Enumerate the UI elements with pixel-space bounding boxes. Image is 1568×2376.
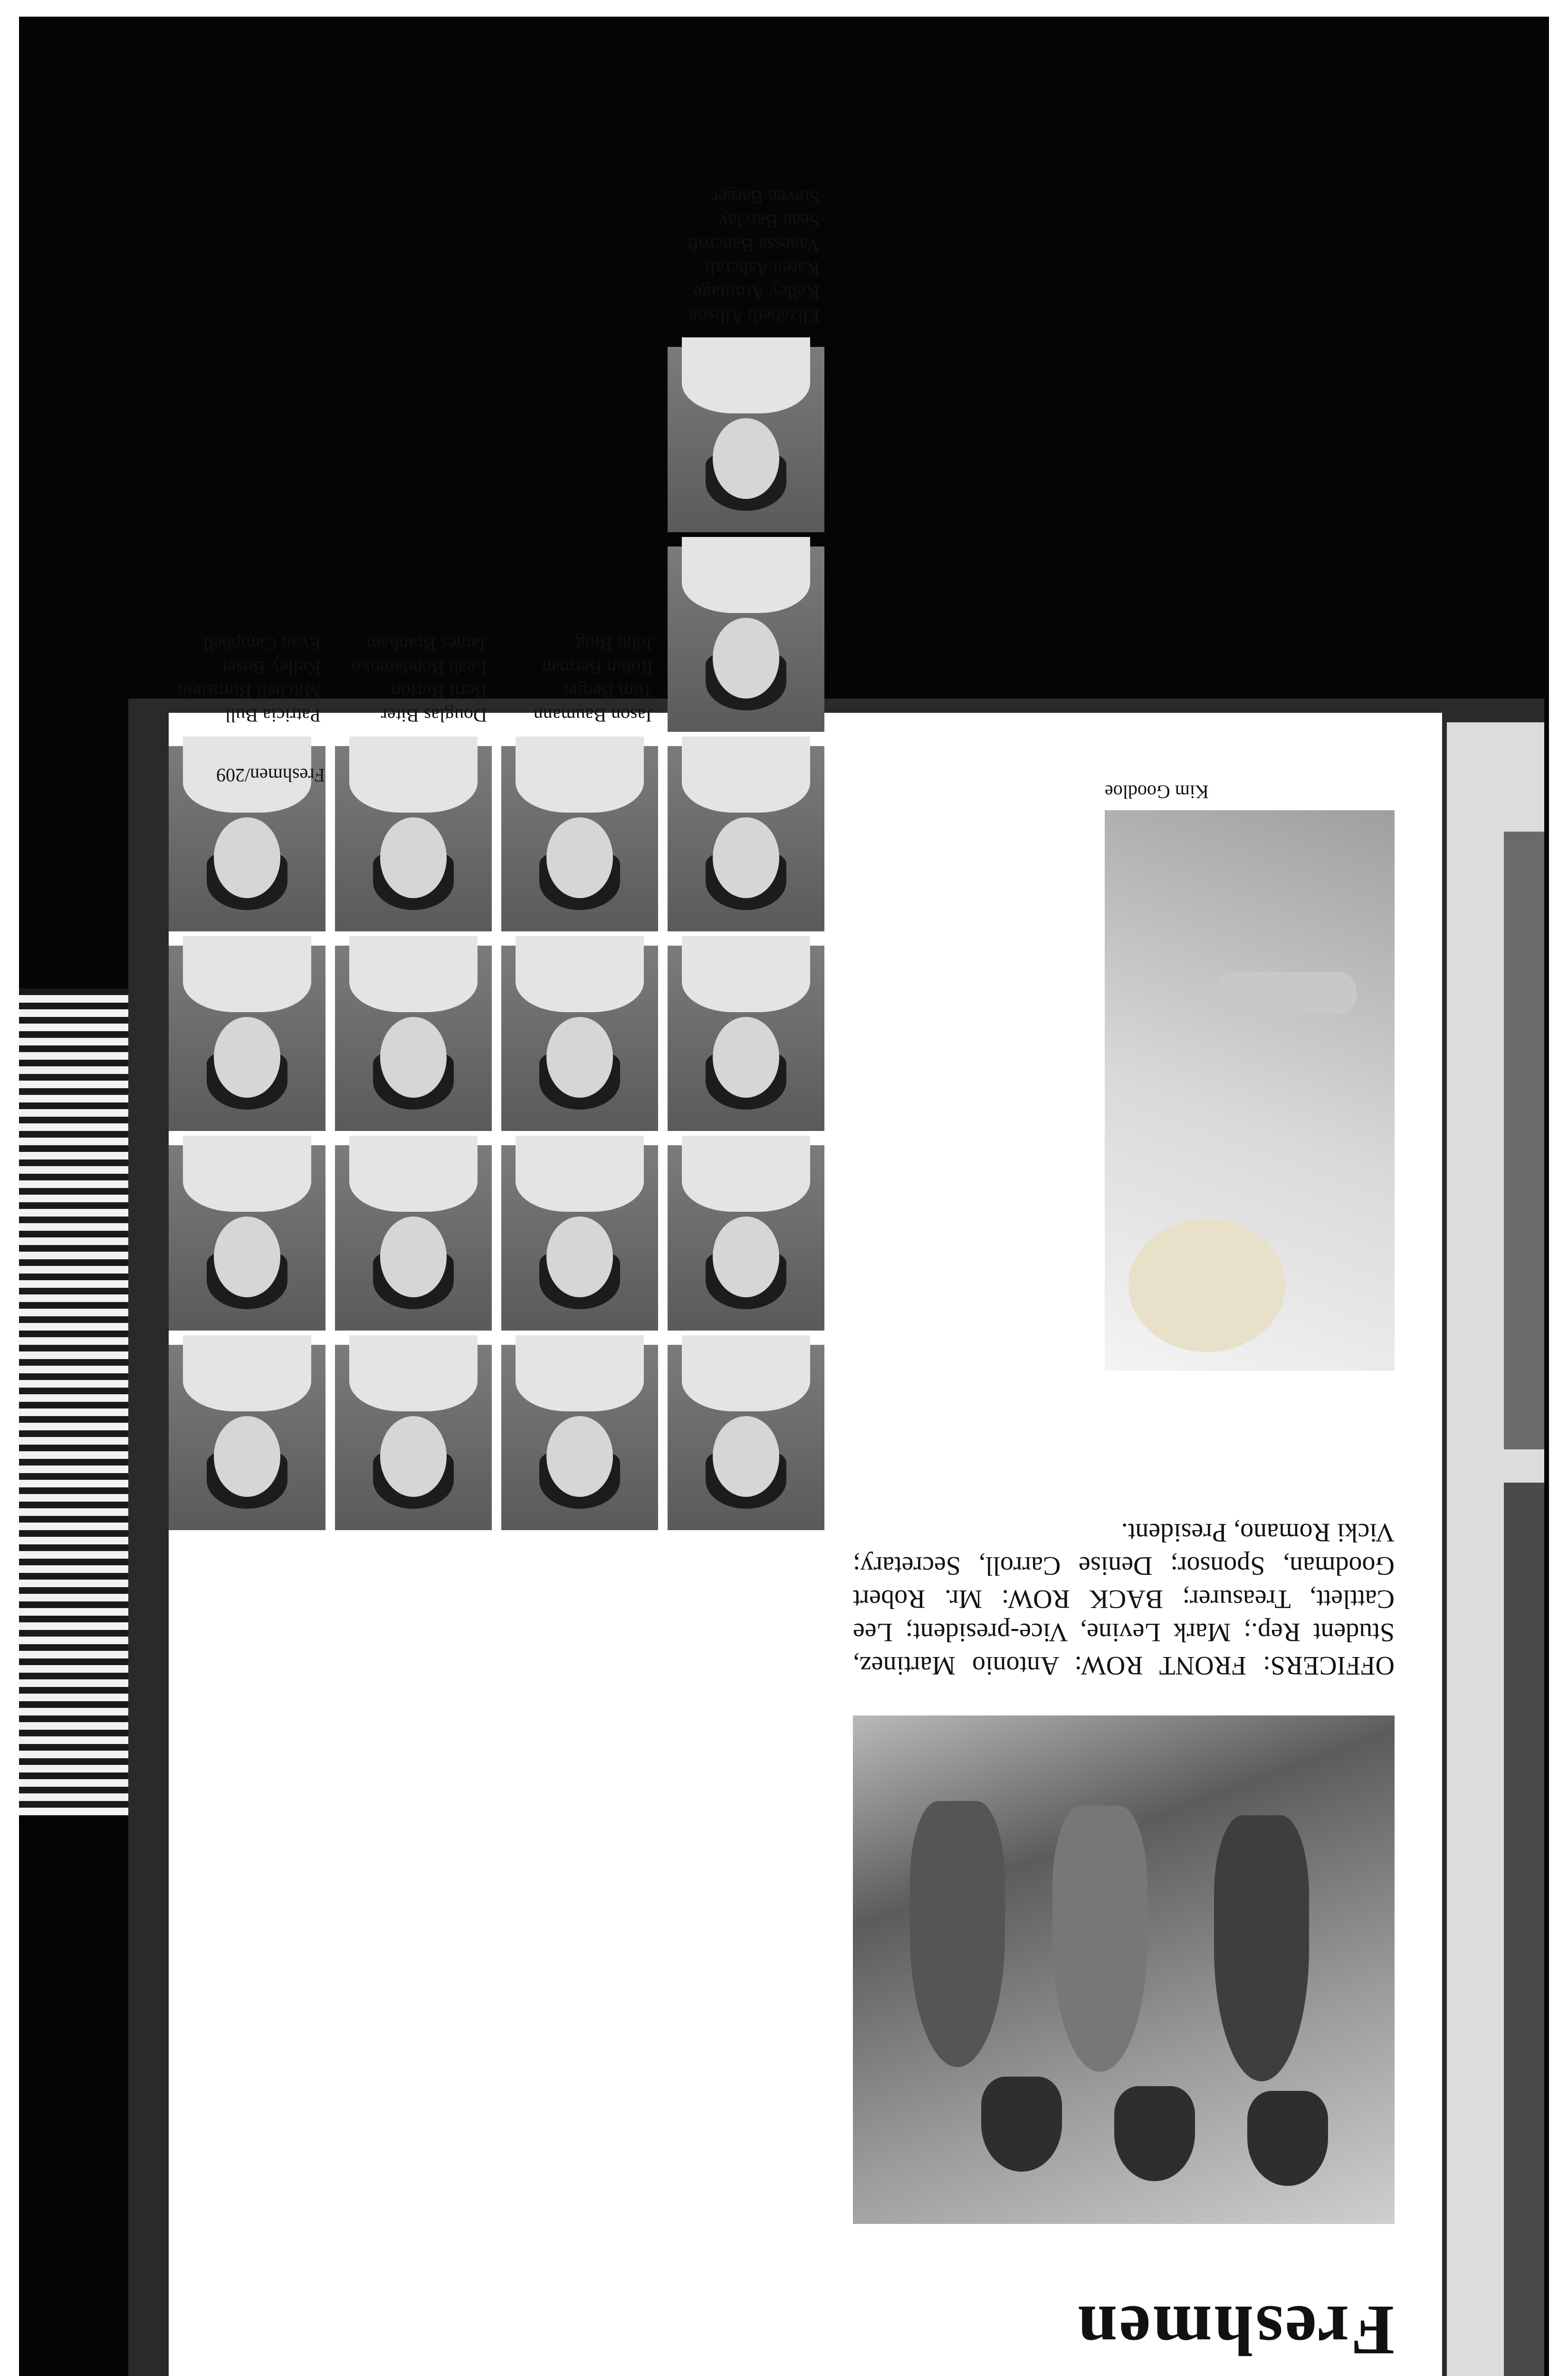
officer-figure <box>910 1801 1005 2067</box>
student-name: Leah Bondarenko <box>351 657 487 679</box>
student-portrait <box>668 946 824 1131</box>
student-portrait <box>668 746 824 931</box>
adjacent-page <box>1447 722 1544 2376</box>
officer-figure <box>1247 2091 1328 2186</box>
feature-caption: Kim Goodloe <box>1105 781 1209 803</box>
page-title: Freshmen <box>1076 2291 1395 2370</box>
student-portrait <box>169 1145 325 1331</box>
name-list <box>534 632 653 727</box>
officer-figure <box>981 2077 1062 2172</box>
feature-subject-arm <box>1214 972 1357 1015</box>
student-name: John Bing <box>575 633 653 655</box>
page-folio: Freshmen/209 <box>216 765 325 786</box>
student-portrait <box>501 746 658 931</box>
yearbook-page <box>169 187 1442 2376</box>
student-portrait <box>169 1345 325 1530</box>
name-list <box>687 185 820 328</box>
student-name: Vanessa Bancroft <box>687 234 820 256</box>
feature-photo <box>1105 810 1395 1371</box>
student-name: Kelley Buser <box>221 657 321 679</box>
student-portrait <box>335 1145 492 1331</box>
feature-subject-hair <box>1128 1219 1285 1352</box>
officer-figure <box>1214 1815 1309 2081</box>
student-portrait <box>335 946 492 1131</box>
student-name: Berit Burton <box>391 681 487 702</box>
officer-figure <box>1052 1806 1147 2072</box>
student-name: Douglas Biter <box>381 705 487 726</box>
student-portrait <box>668 1345 824 1530</box>
officers-caption: OFFICERS: FRONT ROW: Antonio Martinez, Student Rep.; Mark Levine, Vice-president; Lee Cattlett, Treasurer; BACK ROW: Mr. Robert Goodman, Sponsor; Denise Carroll, Secretary; Vicki Romano, President. <box>853 1518 1395 1680</box>
student-portrait <box>501 946 658 1131</box>
student-name: Elizabeth Allison <box>688 306 820 327</box>
student-name: Steven Barger <box>712 187 820 208</box>
student-portrait <box>501 1345 658 1530</box>
student-name: Sean Barclay <box>718 211 820 232</box>
page-content <box>169 187 1442 2376</box>
student-name: Karen Ashcraft <box>704 258 820 279</box>
student-portrait <box>668 546 824 732</box>
student-name: Mitchell Burnstein <box>177 681 321 702</box>
adjacent-photo <box>1504 1483 1544 2376</box>
student-portrait <box>501 1145 658 1331</box>
adjacent-photo <box>1504 832 1544 1449</box>
student-portrait <box>668 347 824 532</box>
student-name: Robin Berman <box>542 657 653 679</box>
name-list <box>352 632 487 727</box>
student-portrait <box>169 946 325 1131</box>
officers-group-photo <box>853 1715 1395 2224</box>
student-name: Patricia Bull <box>225 705 321 726</box>
student-name: James Branham <box>366 633 487 655</box>
student-name: Tom Berger <box>563 681 653 702</box>
student-portrait <box>668 1145 824 1331</box>
student-name: Evan Campbell <box>203 633 321 655</box>
student-name: Kelley Armitage <box>693 282 820 303</box>
name-list <box>178 632 321 727</box>
student-portrait <box>335 1345 492 1530</box>
officer-figure <box>1114 2086 1195 2181</box>
student-name: Jason Baumann <box>533 705 653 726</box>
